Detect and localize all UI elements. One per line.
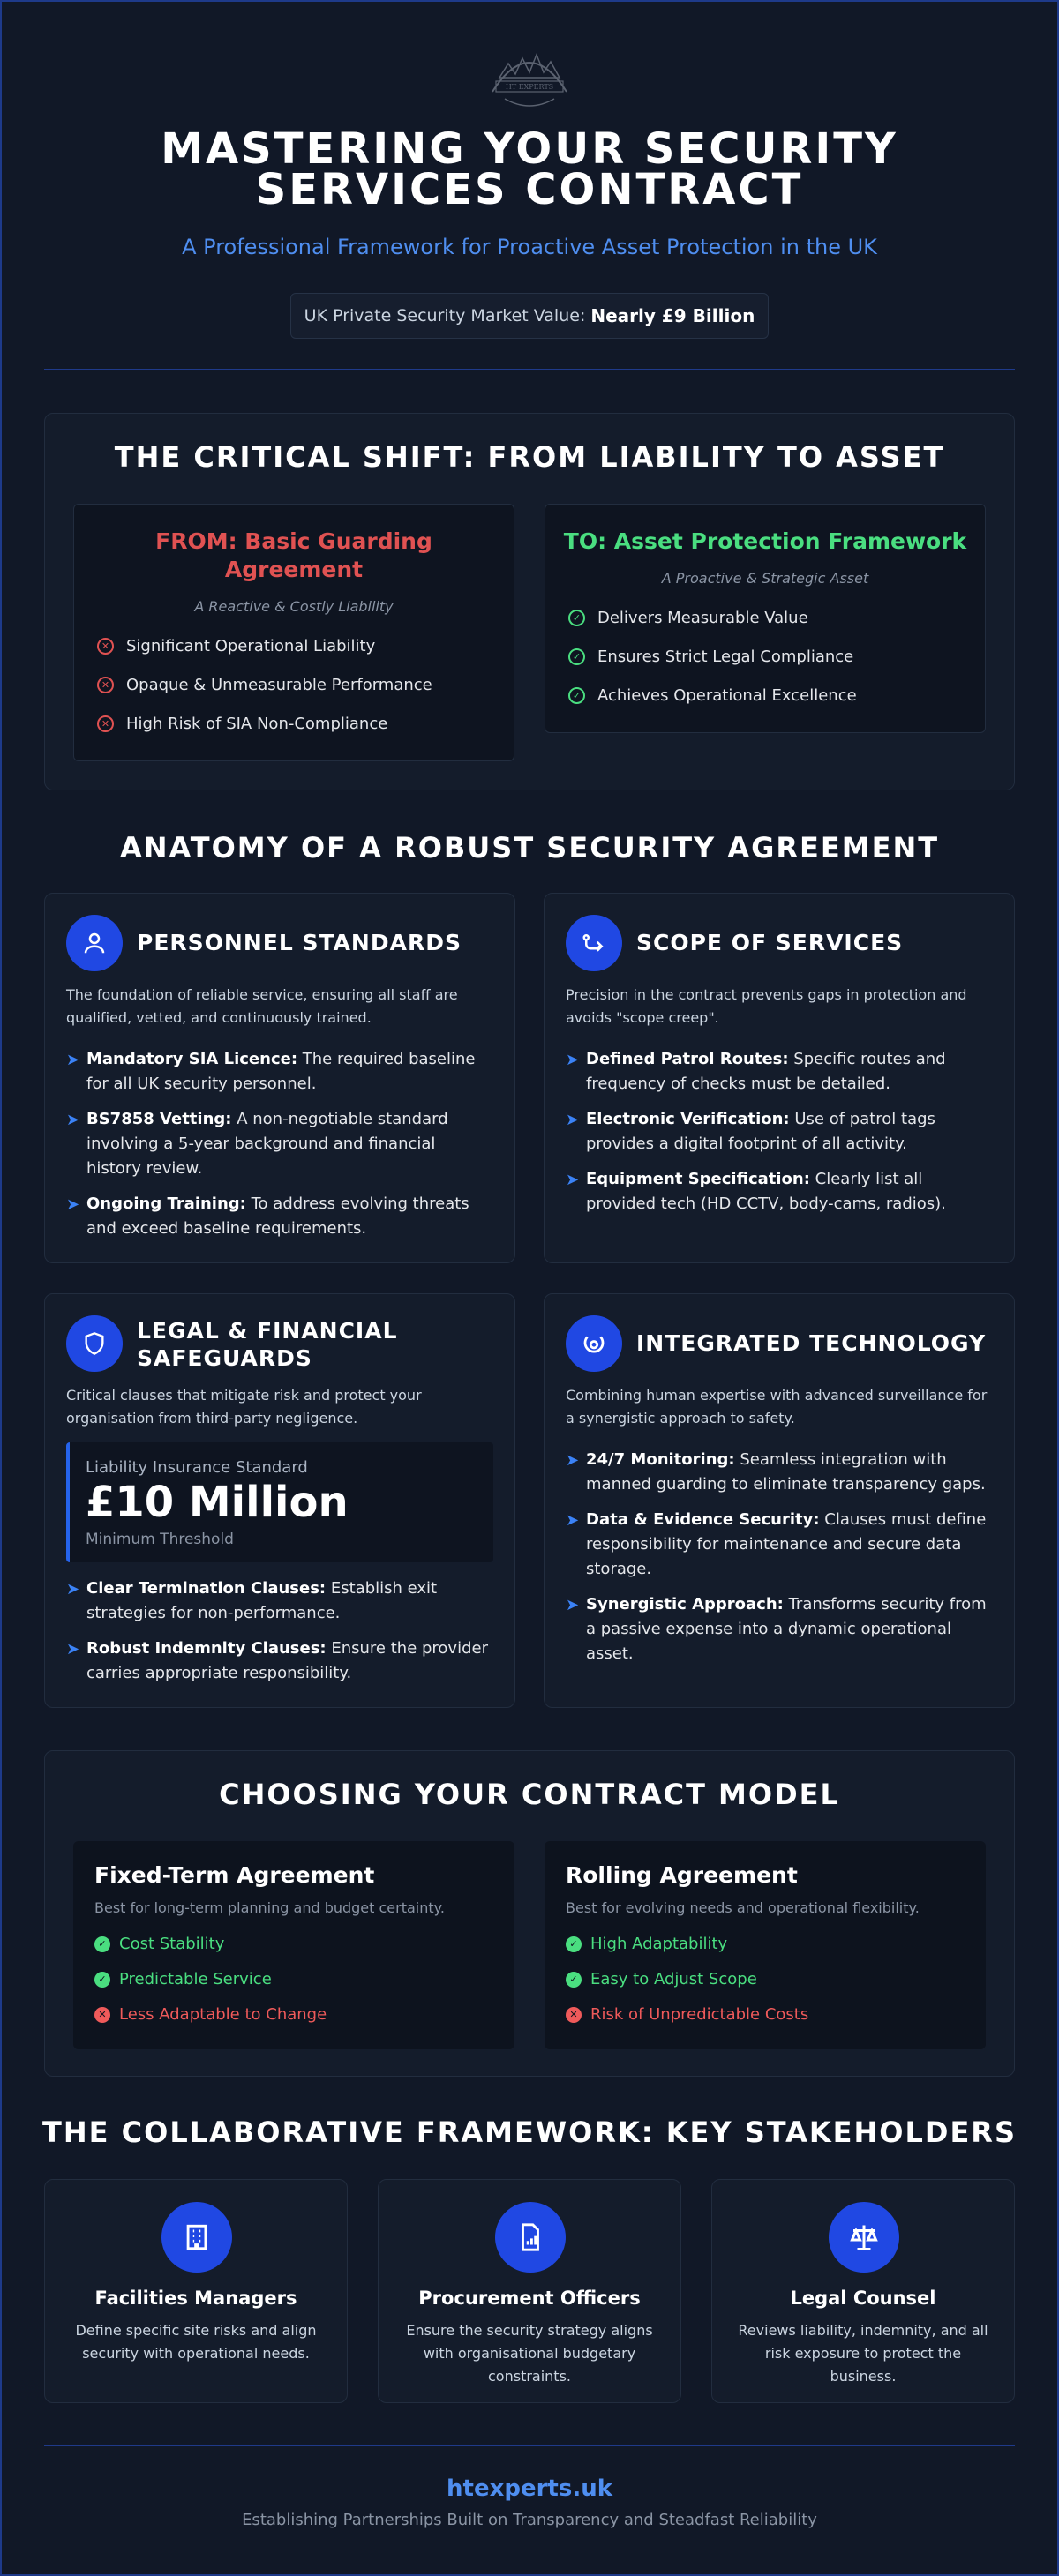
to-item: ✓ Achieves Operational Excellence: [568, 686, 857, 705]
list-item: ➤ BS7858 Vetting: A non-negotiable standard involving a 5-year background and financial history review.: [66, 1110, 448, 1178]
stakeholder-title: Procurement Officers: [418, 2288, 641, 2309]
check-icon: ✓: [566, 1936, 582, 1952]
stakeholder-card: [711, 2179, 1015, 2403]
x-circle-icon: ✕: [97, 638, 114, 655]
arrow-icon: ➤: [66, 1051, 80, 1069]
rolling-subtitle: Best for evolving needs and operational flexibility.: [566, 1899, 920, 1916]
stakeholder-title: Legal Counsel: [790, 2288, 936, 2309]
list-item: ➤ Ongoing Training: To address evolving threats and exceed baseline requirements.: [66, 1194, 469, 1238]
market-value: Nearly £9 Billion: [590, 305, 755, 326]
to-subtitle: A Proactive & Strategic Asset: [661, 570, 869, 587]
con-item: ✕ Less Adaptable to Change: [94, 2005, 327, 2024]
check-icon: ✓: [94, 1936, 110, 1952]
shield-icon: [66, 1315, 123, 1372]
market-value-box: [290, 293, 769, 339]
footer-brand-link[interactable]: htexperts.uk: [447, 2475, 612, 2502]
check-icon: ✓: [94, 1972, 110, 1988]
pro-item: ✓ Easy to Adjust Scope: [566, 1970, 757, 1988]
check-circle-icon: ✓: [568, 610, 585, 626]
list-item: ➤ Electronic Verification: Use of patrol tags provides a digital footprint of all activity.: [566, 1110, 935, 1153]
arrow-icon: ➤: [66, 1640, 80, 1659]
stakeholders-title: THE COLLABORATIVE FRAMEWORK: KEY STAKEHOLDERS: [42, 2115, 1017, 2149]
rolling-title: Rolling Agreement: [566, 1862, 798, 1888]
fixed-card: [73, 1841, 514, 2049]
insurance-box: [66, 1442, 493, 1562]
list-item: ➤ Clear Termination Clauses: Establish exit strategies for non-performance.: [66, 1579, 438, 1622]
arrow-icon: ➤: [566, 1511, 580, 1530]
fixed-title: Fixed-Term Agreement: [94, 1862, 375, 1888]
stakeholder-title: Facilities Managers: [94, 2288, 297, 2309]
model-title: CHOOSING YOUR CONTRACT MODEL: [219, 1778, 840, 1811]
x-circle-icon: ✕: [97, 715, 114, 732]
to-item: ✓ Ensures Strict Legal Compliance: [568, 648, 853, 666]
pro-item: ✓ Cost Stability: [94, 1935, 224, 1953]
from-title: FROM: Basic Guarding Agreement: [155, 528, 432, 582]
arrow-icon: ➤: [566, 1596, 580, 1614]
page-title: MASTERING YOUR SECURITY SERVICES CONTRACT: [161, 124, 898, 214]
to-title: TO: Asset Protection Framework: [563, 528, 967, 554]
check-circle-icon: ✓: [568, 648, 585, 665]
market-label: UK Private Security Market Value:: [304, 306, 586, 326]
x-icon: ✕: [94, 2007, 110, 2023]
user-icon: [66, 915, 123, 971]
stakeholder-desc: Ensure the security strategy aligns with organisational budgetary constraints.: [406, 2322, 653, 2385]
stakeholder-desc: Reviews liability, indemnity, and all risk exposure to protect the business.: [738, 2322, 988, 2385]
x-icon: ✕: [566, 2007, 582, 2023]
logo-text: HT EXPERTS: [505, 83, 554, 91]
insurance-note: Minimum Threshold: [86, 1531, 234, 1548]
insurance-value: £10 Million: [86, 1478, 349, 1527]
personnel-desc: The foundation of reliable service, ensuring all staff are qualified, vetted, and continuously trained.: [66, 986, 458, 1026]
list-item: ➤ Equipment Specification: Clearly list all provided tech (HD CCTV, body-cams, radios).: [566, 1170, 946, 1213]
list-item: ➤ Data & Evidence Security: Clauses must define responsibility for maintenance and secure data storage.: [566, 1510, 987, 1578]
fixed-subtitle: Best for long-term planning and budget certainty.: [94, 1899, 445, 1916]
footer-tagline: Establishing Partnerships Built on Transparency and Steadfast Reliability: [242, 2511, 817, 2529]
arrow-icon: ➤: [566, 1051, 580, 1069]
scales-icon: [829, 2202, 899, 2273]
arrow-icon: ➤: [66, 1195, 80, 1214]
arrow-icon: ➤: [66, 1111, 80, 1129]
tech-title: INTEGRATED TECHNOLOGY: [636, 1330, 987, 1356]
arrow-icon: ➤: [66, 1580, 80, 1599]
tech-card: [544, 1293, 1015, 1708]
to-item: ✓ Delivers Measurable Value: [568, 609, 808, 627]
insurance-label: Liability Insurance Standard: [86, 1458, 308, 1477]
list-item: ➤ Synergistic Approach: Transforms security from a passive expense into a dynamic operational asset.: [566, 1595, 987, 1663]
to-card: [545, 504, 986, 733]
personnel-card: [44, 893, 515, 1263]
from-item: ✕ Opaque & Unmeasurable Performance: [97, 676, 432, 694]
list-item: ➤ Robust Indemnity Clauses: Ensure the provider carries appropriate responsibility.: [66, 1639, 488, 1682]
arrow-icon: ➤: [566, 1451, 580, 1470]
check-circle-icon: ✓: [568, 687, 585, 704]
from-subtitle: A Reactive & Costly Liability: [194, 598, 394, 615]
pro-item: ✓ Predictable Service: [94, 1970, 272, 1988]
shift-section: [44, 413, 1015, 790]
stakeholder-card: [378, 2179, 681, 2403]
legal-desc: Critical clauses that mitigate risk and protect your organisation from third-party negligence.: [66, 1387, 422, 1427]
list-item: ➤ Mandatory SIA Licence: The required baseline for all UK security personnel.: [66, 1050, 476, 1093]
con-item: ✕ Risk of Unpredictable Costs: [566, 2005, 808, 2024]
rolling-card: [545, 1841, 986, 2049]
list-item: ➤ Defined Patrol Routes: Specific routes and frequency of checks must be detailed.: [566, 1050, 946, 1093]
tech-desc: Combining human expertise with advanced surveillance for a synergistic approach to safety.: [566, 1387, 988, 1427]
building-icon: [161, 2202, 232, 2273]
divider: [44, 369, 1015, 370]
route-icon: [566, 915, 622, 971]
camera-icon: [566, 1315, 622, 1372]
page-subtitle: A Professional Framework for Proactive Asset Protection in the UK: [182, 235, 877, 259]
logo: [484, 42, 575, 116]
arrow-icon: ➤: [566, 1171, 580, 1189]
scope-desc: Precision in the contract prevents gaps in protection and avoids "scope creep".: [566, 986, 967, 1026]
shift-title: THE CRITICAL SHIFT: FROM LIABILITY TO ASSET: [114, 440, 945, 474]
report-icon: [495, 2202, 566, 2273]
x-circle-icon: ✕: [97, 677, 114, 693]
scope-title: SCOPE OF SERVICES: [636, 930, 904, 955]
model-section: [44, 1750, 1015, 2077]
legal-title: LEGAL & FINANCIAL SAFEGUARDS: [137, 1318, 398, 1371]
from-item: ✕ High Risk of SIA Non-Compliance: [97, 715, 387, 733]
list-item: ➤ 24/7 Monitoring: Seamless integration with manned guarding to eliminate transparency gaps.: [566, 1450, 986, 1494]
personnel-title: PERSONNEL STANDARDS: [137, 930, 462, 955]
from-item: ✕ Significant Operational Liability: [97, 637, 375, 655]
arrow-icon: ➤: [566, 1111, 580, 1129]
legal-card: [44, 1293, 515, 1708]
pro-item: ✓ High Adaptability: [566, 1935, 727, 1953]
check-icon: ✓: [566, 1972, 582, 1988]
from-card: [73, 504, 514, 761]
stakeholder-desc: Define specific site risks and align security with operational needs.: [75, 2322, 317, 2362]
scope-card: [544, 893, 1015, 1263]
anatomy-title: ANATOMY OF A ROBUST SECURITY AGREEMENT: [119, 831, 940, 865]
stakeholder-card: [44, 2179, 348, 2403]
footer-divider: [44, 2445, 1015, 2446]
